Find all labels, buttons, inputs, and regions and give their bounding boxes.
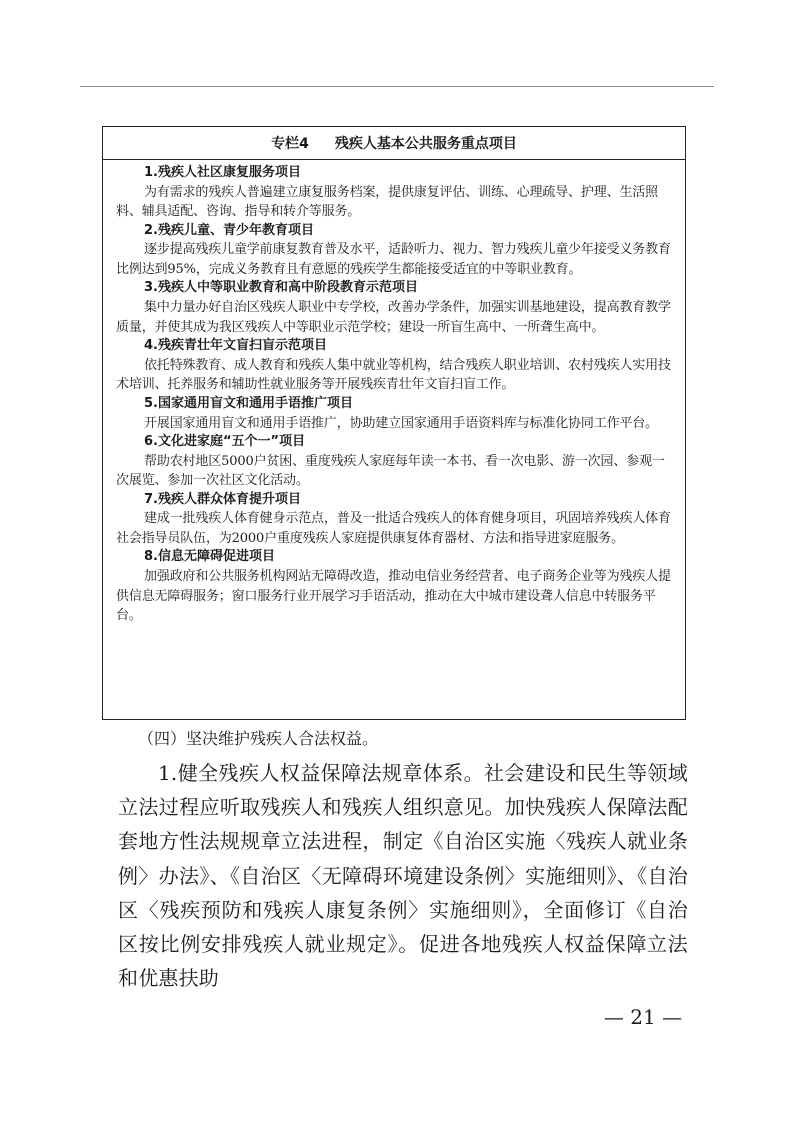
project-heading: 8.信息无障碍促进项目 [144,549,275,565]
project-item [116,433,672,491]
header-rule [80,86,714,87]
project-description: 开展国家通用盲文和通用手语推广，协助建立国家通用手语资料库与标准化协同工作平台。 [144,415,659,431]
project-item [116,279,672,337]
feature-box-label: 专栏4 [271,136,309,152]
project-heading: 6.文化进家庭“五个一”项目 [144,434,306,450]
project-description: 集中力量办好自治区残疾人职业中专学校，改善办学条件，加强实训基地建设，提高教育教学质量，并使其成为我区残疾人中等职业示范学校；建设一所盲生高中、一所聋生高中。 [116,300,671,335]
project-description: 为有需求的残疾人普遍建立康复服务档案，提供康复评估、训练、心理疏导、护理、生活照料、辅具适配、咨询、指导和转介等服务。 [116,184,659,220]
project-heading: 5.国家通用盲文和通用手语推广项目 [144,395,353,411]
feature-box [102,126,686,720]
project-description: 依托特殊教育、成人教育和残疾人集中就业等机构，结合残疾人职业培训、农村残疾人实用技术培训、托养服务和辅助性就业服务等开展残疾青壮年文盲扫盲工作。 [116,357,671,393]
project-description: 逐步提高残疾儿童学前康复教育普及水平，适龄听力、视力、智力残疾儿童少年接受义务教育比例达到95%，完成义务教育且有意愿的残疾学生都能接受适宜的中等职业教育。 [116,242,671,277]
feature-box-title [103,127,685,160]
page-number: — 21 — [603,1005,683,1029]
project-description: 加强政府和公共服务机构网站无障碍改造，推动电信业务经营者、电子商务企业等为残疾人提供信息无障碍服务；窗口服务行业开展学习手语活动，推动在大中城市建设聋人信息中转服务平台。 [116,569,671,624]
feature-box-body [103,160,685,626]
feature-box-title-text: 残疾人基本公共服务重点项目 [334,136,517,152]
project-heading: 2.残疾儿童、青少年教育项目 [144,222,314,238]
project-item [116,491,672,549]
project-item [116,395,672,433]
project-heading: 4.残疾青壮年文盲扫盲示范项目 [144,338,327,354]
project-heading: 1.残疾人社区康复服务项目 [144,165,301,180]
project-heading: 7.残疾人群众体育提升项目 [144,491,301,507]
project-description: 帮助农村地区5000户贫困、重度残疾人家庭每年读一本书、看一次电影、游一次园、参观一次展览、参加一次社区文化活动。 [116,453,665,489]
section-heading: （四）坚决维护残疾人合法权益。 [138,729,379,748]
body-paragraph: 1.健全残疾人权益保障法规章体系。社会建设和民生等领域立法过程应听取残疾人和残疾人组织意见。加快残疾人保障法配套地方性法规规章立法进程，制定《自治区实施〈残疾人就业条例〉办法》、《自治区〈无障碍环境建设条例〉实施细则》、《自治区〈残疾预防和残疾人康复条例〉实施细则》，全面修订《自治区按比例安排残疾人就业规定》。促进各地残疾人权益保障立法和优惠扶助 [118,761,688,991]
project-item [116,164,672,222]
project-item [116,548,672,625]
project-description: 建成一批残疾人体育健身示范点，普及一批适合残疾人的体育健身项目，巩固培养残疾人体育社会指导员队伍，为2000户重度残疾人家庭提供康复体育器材、方法和指导进家庭服务。 [116,511,671,546]
project-heading: 3.残疾人中等职业教育和高中阶段教育示范项目 [144,280,418,296]
project-item [116,222,672,280]
project-item [116,337,672,395]
